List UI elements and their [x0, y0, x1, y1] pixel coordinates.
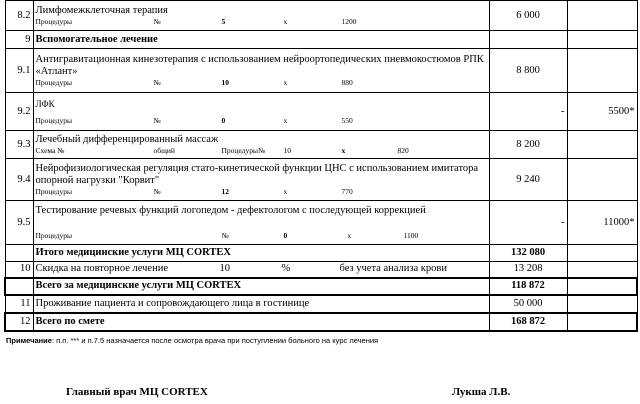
signature-role: Главный врач МЦ CORTEX — [66, 386, 208, 398]
row-number: 11 — [5, 295, 33, 313]
price-cell — [489, 31, 567, 49]
signature-name: Лукша Л.В. — [452, 386, 511, 398]
extra-cell: 5500* — [567, 93, 637, 131]
discount-label: Скидка на повторное лечение — [35, 263, 168, 275]
lodging-price: 50 000 — [489, 295, 567, 313]
grand-label: Всего по смете — [33, 313, 489, 331]
table-row — [5, 31, 637, 49]
discount-note: без учета анализа крови — [339, 263, 447, 275]
price-cell: 8 200 — [489, 131, 567, 159]
service-cell — [33, 49, 489, 93]
service-name: ЛФК — [35, 99, 55, 109]
extra-cell — [567, 49, 637, 93]
row-number: 8.2 — [5, 1, 33, 31]
row-number: 9.2 — [5, 93, 33, 131]
extra-cell — [567, 295, 637, 313]
service-name: Антигравитационная кинезотерапия с использованием нейроортопедических пневмокостюмов РПК «Атлант» — [35, 54, 484, 77]
extra-cell — [567, 159, 637, 201]
subtotal-label: Итого медицинские услуги МЦ CORTEX — [33, 245, 489, 262]
extra-cell — [567, 313, 637, 331]
row-number: 9.1 — [5, 49, 33, 93]
extra-cell: 11000* — [567, 201, 637, 245]
service-cell — [33, 93, 489, 131]
table-row — [5, 159, 637, 201]
discount-value: 10 — [219, 263, 230, 275]
table-row — [5, 295, 637, 313]
table-row — [5, 1, 637, 31]
service-name: Лечебный дифференцированный массаж — [35, 134, 219, 145]
service-cell — [33, 1, 489, 31]
section-title: Вспомогательное лечение — [33, 31, 489, 49]
table-row — [5, 278, 637, 295]
extra-cell — [567, 262, 637, 278]
extra-cell — [567, 278, 637, 295]
row-number: 9.3 — [5, 131, 33, 159]
procedure-detail: Процедуры № 12 х 770 — [35, 187, 353, 196]
row-number — [5, 278, 33, 295]
table-row — [5, 131, 637, 159]
table-row — [5, 245, 637, 262]
service-cell — [33, 131, 489, 159]
procedure-detail: Процедуры № 0 х 1100 — [35, 231, 419, 240]
extra-cell — [567, 31, 637, 49]
discount-unit: % — [281, 263, 291, 275]
total-med-label: Всего за медицинские услуги МЦ CORTEX — [33, 278, 489, 295]
row-number — [5, 245, 33, 262]
table-row — [5, 49, 637, 93]
table-row — [5, 201, 637, 245]
service-name: Нейрофизиологическая регуляция стато-кинетической функции ЦНС с использованием имитатора опорной нагрузки "Корвит" — [35, 163, 479, 186]
lodging-label: Проживание пациента и сопровождающего лица в гостинице — [33, 295, 489, 313]
discount-price: 13 208 — [489, 262, 567, 278]
price-cell: 9 240 — [489, 159, 567, 201]
row-number: 10 — [5, 262, 33, 278]
footnote-label: Примечание — [6, 336, 52, 345]
service-cell — [33, 159, 489, 201]
table-row — [5, 313, 637, 331]
service-name: Лимфомежклеточная терапия — [35, 5, 168, 16]
procedure-detail: Процедуры № 5 х 1200 — [35, 17, 357, 26]
row-number: 12 — [5, 313, 33, 331]
row-number: 9.4 — [5, 159, 33, 201]
price-cell: - — [489, 201, 567, 245]
extra-cell — [567, 131, 637, 159]
service-name: Тестирование речевых функций логопедом - дефектологом с последующей коррекцией — [35, 205, 426, 216]
procedure-detail: Схема № общий Процедуры№ 10 х 820 — [35, 146, 409, 155]
table-row — [5, 93, 637, 131]
price-cell: 6 000 — [489, 1, 567, 31]
footnote — [6, 336, 378, 345]
discount-cell — [33, 262, 489, 278]
row-number: 9 — [5, 31, 33, 49]
total-med-price: 118 872 — [489, 278, 567, 295]
service-cell — [33, 201, 489, 245]
footnote-text: : п.п. *** и п.7.5 назначается после осмотра врача при поступлении больного на курс лечения — [51, 336, 379, 345]
table-row — [5, 262, 637, 278]
price-cell: - — [489, 93, 567, 131]
extra-cell — [567, 245, 637, 262]
price-cell: 8 800 — [489, 49, 567, 93]
extra-cell — [567, 1, 637, 31]
subtotal-price: 132 080 — [489, 245, 567, 262]
estimate-table — [4, 0, 638, 332]
row-number: 9.5 — [5, 201, 33, 245]
procedure-detail: Процедуры № 0 х 550 — [35, 116, 353, 125]
grand-price: 168 872 — [489, 313, 567, 331]
procedure-detail: Процедуры № 10 х 880 — [35, 78, 353, 87]
